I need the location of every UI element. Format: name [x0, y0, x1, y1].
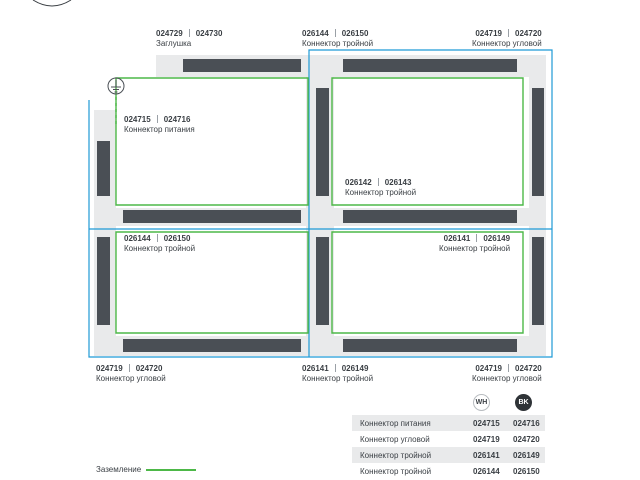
label-corner-bottom-left: 024719 024720 Коннектор угловой [96, 364, 166, 383]
table-row: Коннектор тройной 026144 026150 [360, 466, 540, 476]
label-corner-top-right: 024719 024720 Коннектор угловой [472, 29, 542, 48]
table-row: Коннектор тройной 026141 026149 [352, 447, 545, 463]
table-row: Коннектор угловой 024719 024720 [360, 434, 540, 444]
label-power-connector: 024715 024716 Коннектор питания [124, 115, 195, 134]
black-color-badge: BK [515, 394, 532, 411]
label-tee-center: 026142 026143 Коннектор тройной [345, 178, 417, 197]
track-segment [316, 237, 329, 325]
track-segment [183, 59, 301, 72]
track-segment [123, 210, 301, 223]
track-segment [532, 237, 544, 325]
table-row: Коннектор питания 024715 024716 [352, 415, 545, 431]
track-segment [97, 237, 110, 325]
label-tee-mid-right: 026141 026149 Коннектор тройной [439, 234, 511, 253]
ground-symbol-icon [108, 78, 124, 94]
track-segment [316, 88, 329, 196]
connector-table [352, 415, 545, 479]
label-tee-mid-left: 026144 026150 Коннектор тройной [124, 234, 196, 253]
logo-circle-icon [33, 0, 71, 6]
ground-legend-label: Заземление [96, 465, 142, 474]
label-tee-bottom: 026141 026149 Коннектор тройной [302, 364, 374, 383]
track-segment [123, 339, 301, 352]
ground-legend [96, 465, 196, 474]
white-color-badge: WH [473, 394, 490, 411]
label-corner-bottom-right: 024719 024720 Коннектор угловой [472, 364, 542, 383]
track-segment [343, 59, 517, 72]
track-segment [343, 339, 517, 352]
label-tee-top: 026144 026150 Коннектор тройной [302, 29, 374, 48]
label-plug: 024729 024730 Заглушка [156, 29, 223, 48]
ground-legend-line [146, 469, 196, 471]
track-segment [343, 210, 517, 223]
track-segment [97, 141, 110, 196]
track-segment [532, 88, 544, 196]
